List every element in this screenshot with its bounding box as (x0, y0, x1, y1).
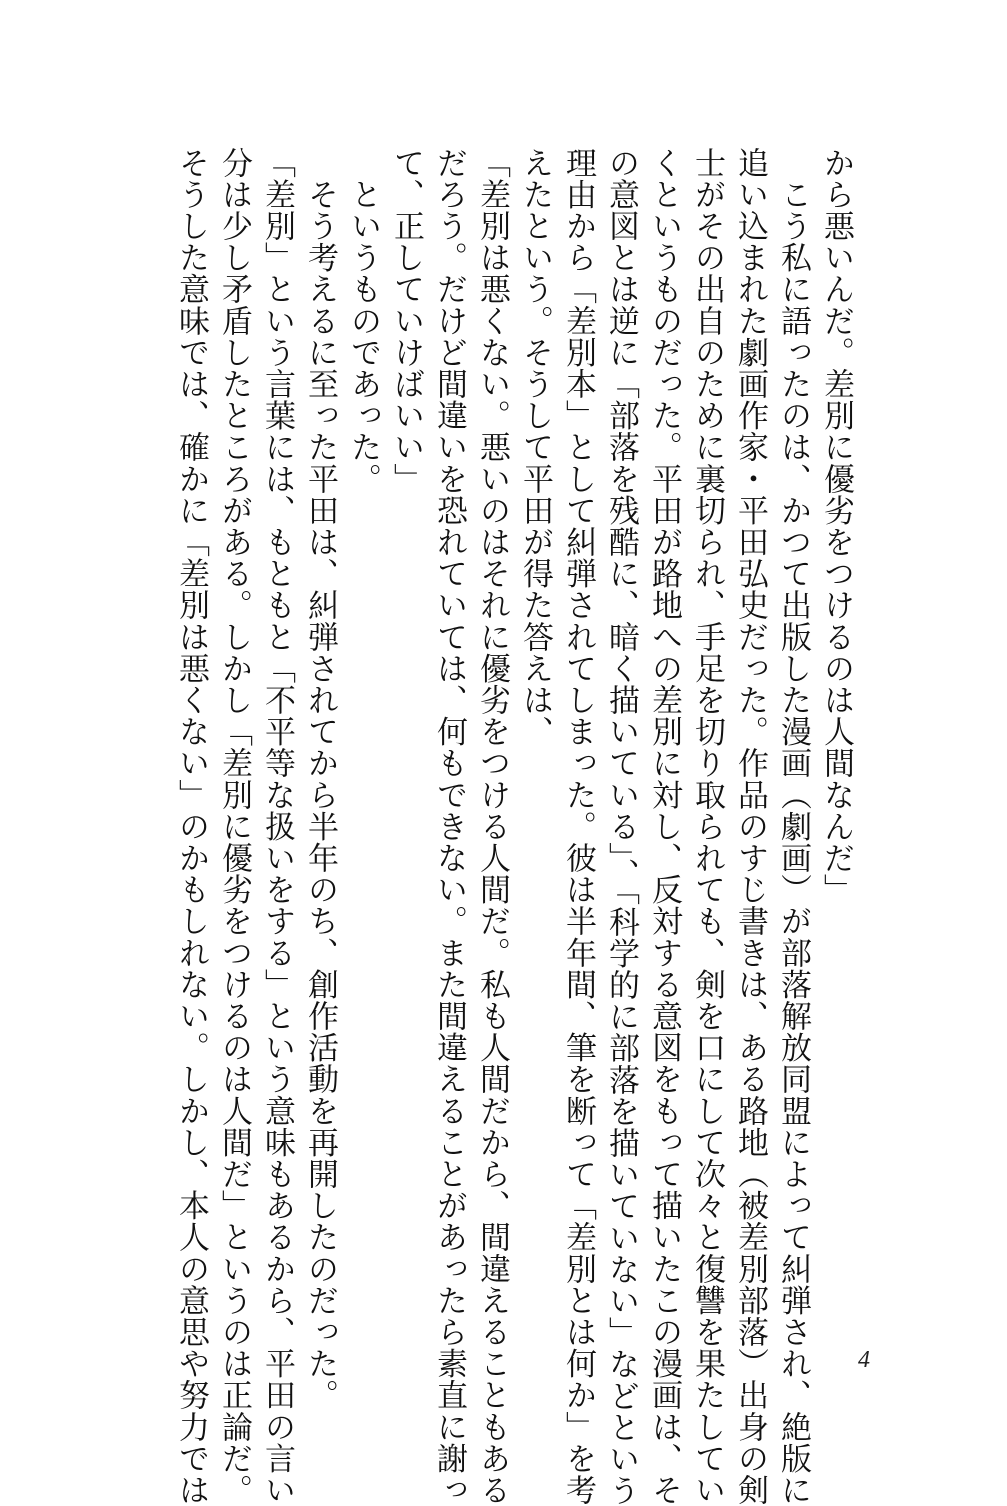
text-line: そうした意味では、確かに「差別は悪くない」のかもしれない。しかし、本人の意思や努力では (173, 147, 209, 1506)
text-line: 「差別」という言葉には、もともと「不平等な扱いをする」という意味もあるから、平田の言い (259, 147, 295, 1506)
text-line: だろう。だけど間違いを恐れていては、何もできない。また間違えることがあったら素直に謝っ (431, 147, 467, 1506)
text-line: 「差別は悪くない。悪いのはそれに優劣をつける人間だ。私も人間だから、間違えることもある (474, 147, 510, 1506)
text-line: そう考えるに至った平田は、糾弾されてから半年のち、創作活動を再開したのだった。 (302, 147, 338, 1411)
text-line: て、正していけばいい」 (388, 147, 424, 495)
text-line: 士がその出自のために裏切られ、手足を切り取られても、剣を口にして次々と復讐を果たしてい (689, 147, 725, 1506)
text-line: くというものだった。平田が路地への差別に対し、反対する意図をもって描いたこの漫画は、そ (646, 147, 682, 1506)
page-number: 4 (858, 1347, 870, 1373)
text-line: から悪いんだ。差別に優劣をつけるのは人間なんだ」 (818, 147, 854, 906)
text-line: こう私に語ったのは、かつて出版した漫画（劇画）が部落解放同盟によって糾弾され、絶版に (775, 147, 811, 1506)
text-line: 理由から「差別本」として糾弾されてしまった。彼は半年間、筆を断って「差別とは何か」を考 (560, 147, 596, 1506)
text-line: 分は少し矛盾したところがある。しかし「差別に優劣をつけるのは人間だ」というのは正論だ。 (216, 147, 252, 1506)
text-line: 追い込まれた劇画作家・平田弘史だった。作品のすじ書きは、ある路地（被差別部落）出身の剣 (732, 147, 768, 1506)
vertical-text-body (169, 147, 857, 1506)
text-line: の意図とは逆に「部落を残酷に、暗く描いている」、「科学的に部落を描いていない」などという (603, 147, 639, 1506)
text-line: えたという。そうして平田が得た答えは、 (517, 147, 553, 748)
text-line: というものであった。 (345, 147, 381, 495)
